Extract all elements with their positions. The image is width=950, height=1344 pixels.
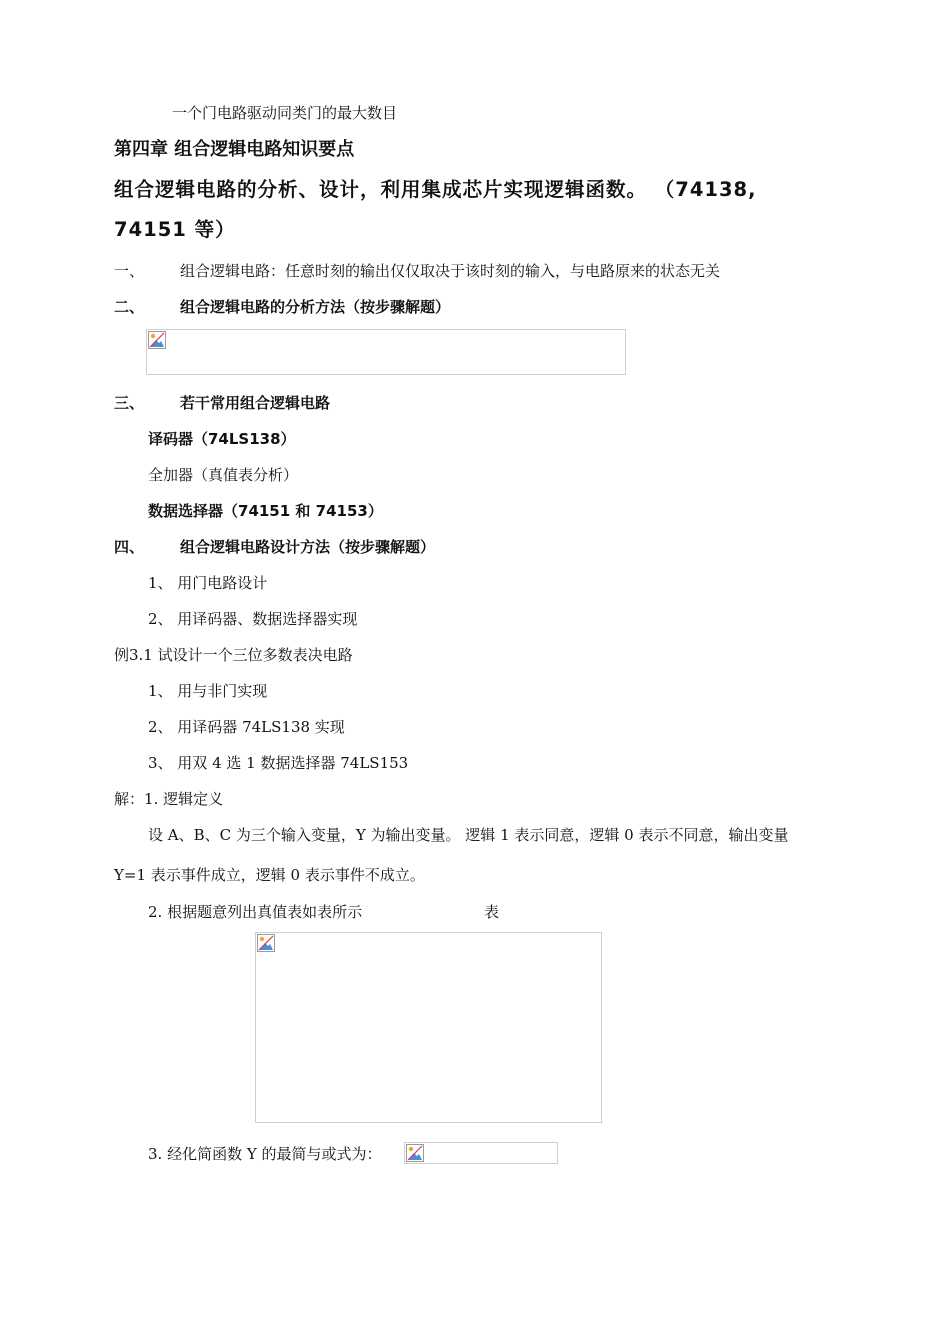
section-1-text: 组合逻辑电路：任意时刻的输出仅仅取决于该时刻的输入，与电路原来的状态无关 <box>180 262 721 280</box>
section-3-number: 三、 <box>114 394 145 412</box>
step-2-table-label: 表 <box>484 903 500 921</box>
truth-table-image <box>255 932 602 1123</box>
simplified-expression-image <box>404 1142 558 1164</box>
fanout-definition: 一个门电路驱动同类门的最大数目 <box>172 104 398 122</box>
main-topic-line-1: 组合逻辑电路的分析、设计，利用集成芯片实现逻辑函数。 （74138, <box>114 178 757 201</box>
section-2-number: 二、 <box>114 298 145 316</box>
design-item-2: 2、 用译码器、数据选择器实现 <box>148 610 358 628</box>
design-item-1: 1、 用门电路设计 <box>148 574 268 592</box>
main-topic-line-2: 74151 等） <box>114 218 236 241</box>
example-item-3: 3、 用双 4 选 1 数据选择器 74LS153 <box>148 754 409 772</box>
broken-image-icon <box>257 934 275 952</box>
section-1-number: 一、 <box>114 262 145 280</box>
full-adder-item: 全加器（真值表分析） <box>148 466 299 484</box>
step-3-text: 3. 经化简函数 Y 的最简与或式为： <box>148 1145 382 1163</box>
section-4-number: 四、 <box>114 538 145 556</box>
example-title: 例3.1 试设计一个三位多数表决电路 <box>114 646 353 664</box>
definition-line-2: Y=1 表示事件成立，逻辑 0 表示事件不成立。 <box>114 866 425 884</box>
solution-step-1: 解：1. 逻辑定义 <box>114 790 224 808</box>
section-3-text: 若干常用组合逻辑电路 <box>180 394 331 412</box>
step-2-text: 2. 根据题意列出真值表如表所示 <box>148 903 363 921</box>
section-2-text: 组合逻辑电路的分析方法（按步骤解题） <box>180 298 451 316</box>
broken-image-icon <box>148 331 166 349</box>
mux-item: 数据选择器（74151 和 74153） <box>148 502 383 520</box>
definition-line-1: 设 A、B、C 为三个输入变量，Y 为输出变量。 逻辑 1 表示同意，逻辑 0 表示不同意，输出变量 <box>148 826 789 844</box>
decoder-item: 译码器（74LS138） <box>148 430 296 448</box>
section-4-text: 组合逻辑电路设计方法（按步骤解题） <box>180 538 436 556</box>
example-item-2: 2、 用译码器 74LS138 实现 <box>148 718 345 736</box>
chapter-title: 第四章 组合逻辑电路知识要点 <box>114 139 355 160</box>
analysis-method-image <box>146 329 626 375</box>
example-item-1: 1、 用与非门实现 <box>148 682 268 700</box>
broken-image-icon <box>406 1144 424 1162</box>
